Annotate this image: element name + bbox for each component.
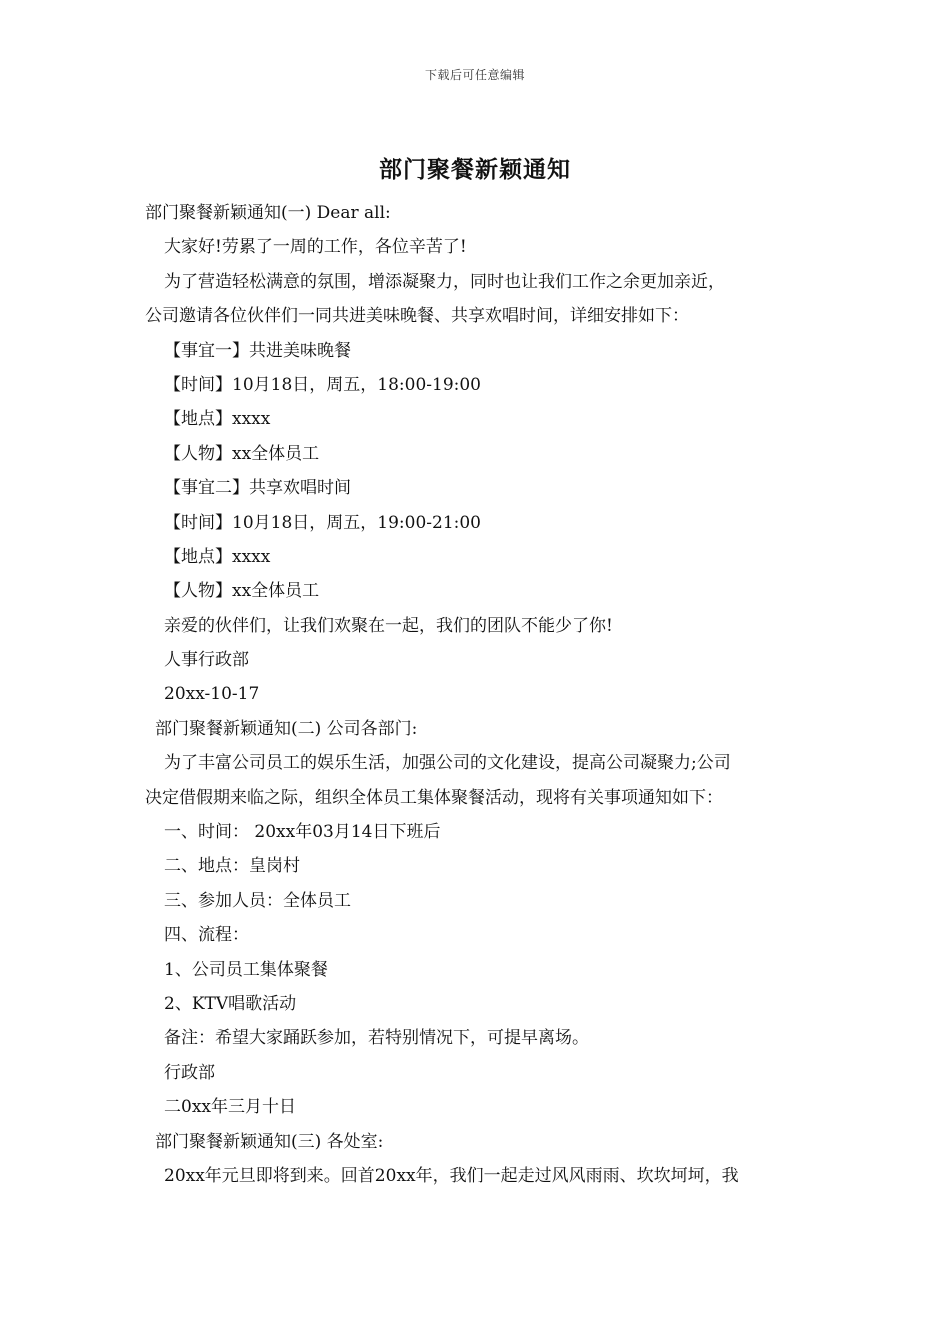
notice1-signature: 人事行政部 xyxy=(164,650,249,671)
notice2-heading: 部门聚餐新颖通知(二) 公司各部门: xyxy=(155,718,418,739)
notice2-step1: 1、公司员工集体聚餐 xyxy=(164,959,328,980)
notice3-heading: 部门聚餐新颖通知(三) 各处室: xyxy=(155,1131,384,1152)
notice1-item2-time: 【时间】10月18日，周五，19:00-21:00 xyxy=(164,512,481,533)
notice2-intro-line1: 为了丰富公司员工的娱乐生活，加强公司的文化建设，提高公司凝聚力;公司 xyxy=(164,753,731,774)
notice2-intro-line2: 决定借假期来临之际，组织全体员工集体聚餐活动，现将有关事项通知如下： xyxy=(145,787,723,808)
notice1-greeting: 大家好!劳累了一周的工作，各位辛苦了! xyxy=(164,237,467,258)
notice1-item1-time: 【时间】10月18日，周五，18:00-19:00 xyxy=(164,374,481,395)
notice2-step2: 2、KTV唱歌活动 xyxy=(164,993,297,1014)
document-title: 部门聚餐新颖通知 xyxy=(379,156,571,183)
notice1-heading: 部门聚餐新颖通知(一) Dear all: xyxy=(145,203,391,223)
notice2-time: 一、时间： 20xx年03月14日下班后 xyxy=(164,822,441,843)
document-body xyxy=(145,196,810,1193)
notice1-intro-line2: 公司邀请各位伙伴们一同共进美味晚餐、共享欢唱时间，详细安排如下： xyxy=(145,306,689,327)
notice3-intro-line1: 20xx年元旦即将到来。回首20xx年，我们一起走过风风雨雨、坎坎坷坷，我 xyxy=(164,1165,739,1186)
notice2-signature: 行政部 xyxy=(164,1062,215,1083)
notice1-intro-line1: 为了营造轻松满意的氛围，增添凝聚力，同时也让我们工作之余更加亲近， xyxy=(164,271,725,292)
notice1-item2-place: 【地点】xxxx xyxy=(164,546,271,567)
notice1-item2-title: 【事宜二】共享欢唱时间 xyxy=(164,478,351,499)
notice2-remark: 备注：希望大家踊跃参加，若特别情况下，可提早离场。 xyxy=(164,1028,589,1049)
header-note: 下载后可任意编辑 xyxy=(424,68,525,82)
notice1-closing: 亲爱的伙伴们，让我们欢聚在一起，我们的团队不能少了你! xyxy=(164,615,613,636)
notice1-item1-title: 【事宜一】共进美味晚餐 xyxy=(164,340,351,361)
notice1-item1-place: 【地点】xxxx xyxy=(164,409,271,430)
notice2-process: 四、流程： xyxy=(164,925,249,946)
notice1-date: 20xx-10-17 xyxy=(164,684,260,705)
notice2-place: 二、地点：皇岗村 xyxy=(164,856,300,877)
notice1-item1-people: 【人物】xx全体员工 xyxy=(164,443,320,464)
notice1-item2-people: 【人物】xx全体员工 xyxy=(164,581,320,602)
notice2-date: 二0xx年三月十日 xyxy=(164,1097,296,1118)
notice2-participants: 三、参加人员：全体员工 xyxy=(164,890,351,911)
